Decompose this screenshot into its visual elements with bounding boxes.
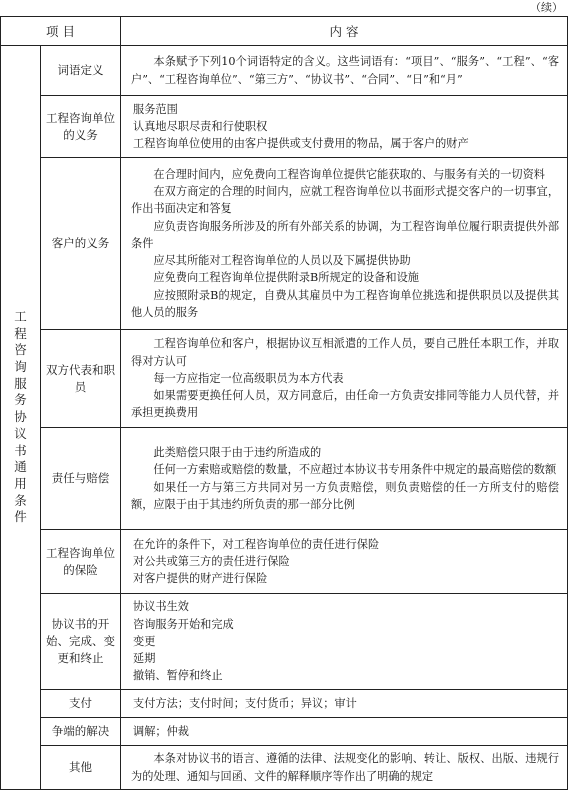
content-line: 在合理时间内，应免费向工程咨询单位提供它能获取的、与服务有关的一切资料 [153,168,545,182]
header-item-text: 项 目 [46,24,75,39]
content-line: 咨询服务开始和完成 [133,617,234,631]
table-row [1,530,568,594]
content-line: 调解；仲裁 [133,724,189,738]
table-row [1,718,568,746]
header-content [121,17,568,46]
row-content [121,428,568,530]
content-line: 此类赔偿只限于由于违约所造成的 [153,446,322,460]
table-row [1,330,568,428]
row-content [121,594,568,690]
table-row [1,746,568,790]
table-row [1,594,568,690]
row-item: 争端的解决 [41,718,121,746]
content-line: 每一方应指定一位高级职员为本方代表 [153,371,344,385]
row-content [121,530,568,594]
header-item [1,17,121,46]
table-row [1,46,568,96]
row-item: 双方代表和职员 [41,330,121,428]
group-label: 工程咨询服务协议书通用条件 [14,308,27,525]
content-line: 对客户提供的财产进行保险 [133,572,268,586]
row-item: 其他 [41,746,121,790]
row-content [121,96,568,158]
row-content [121,718,568,746]
row-content [121,46,568,96]
row-item: 客户的义务 [41,158,121,330]
contract-conditions-table [0,16,568,790]
content-line: 协议书生效 [133,600,189,614]
row-content [121,330,568,428]
table-row [1,690,568,718]
row-item: 协议书的开始、完成、变更和终止 [41,594,121,690]
content-line: 任何一方索赔或赔偿的数量，不应超过本协议书专用条件中规定的最高赔偿的数额 [153,463,557,477]
table-header-row [1,17,568,46]
content-line: 应尽其所能对工程咨询单位的人员以及下属提供协助 [153,254,411,268]
content-line: 撤销、暂停和终止 [133,669,223,683]
content-line: 支付方法；支付时间；支付货币；异议；审计 [133,696,357,710]
content-line: 如果需要更换任何人员，双方同意后，由任命一方负责安排同等能力人员代替，并承担更换费用 [131,389,560,420]
content-line: 服务范围 [133,102,178,116]
content-line: 工程咨询单位和客户，根据协议互相派遣的工作人员，要自己胜任本职工作，并取得对方认可 [131,337,560,368]
content-line: 本条赋予下列10个词语特定的含义。这些词语有：“项目”、“服务”、“工程”、“客户”、“工程咨询单位”、“第三方”、“协议书”、“合同”、“日”和“月” [131,55,560,86]
content-line: 工程咨询单位使用的由客户提供或支付费用的物品，属于客户的财产 [133,137,469,151]
table-row [1,96,568,158]
content-line: 对公共或第三方的责任进行保险 [133,554,290,568]
row-content [121,158,568,330]
content-line: 延期 [133,652,156,666]
content-line: 如果任一方与第三方共同对另一方负责赔偿，则负责赔偿的任一方所支付的赔偿额，应限于由于其违约所负责的那一部分比例 [131,480,560,511]
row-item: 责任与赔偿 [41,428,121,530]
header-content-text: 内 容 [329,24,359,39]
continued-label: （续） [530,1,563,14]
group-label-cell [1,46,41,790]
content-line: 应负责咨询服务所涉及的所有外部关系的协调，为工程咨询单位履行职责提供外部条件 [131,219,560,250]
content-line: 在允许的条件下，对工程咨询单位的责任进行保险 [133,537,380,551]
row-content [121,746,568,790]
table-row [1,428,568,530]
row-item: 支付 [41,690,121,718]
row-content [121,690,568,718]
content-line: 应按照附录B的规定，自费从其雇员中为工程咨询单位挑选和提供职员以及提供其他人员的服务 [131,288,560,319]
content-line: 本条对协议书的语言、遵循的法律、法规变化的影响、转让、版权、出版、违规行为的处理、通知与回函、文件的解释顺序等作出了明确的规定 [131,752,560,783]
table-row [1,158,568,330]
row-item: 工程咨询单位的义务 [41,96,121,158]
content-line: 变更 [133,634,156,648]
row-item: 词语定义 [41,46,121,96]
content-line: 应免费向工程咨询单位提供附录B所规定的设备和设施 [153,271,419,285]
content-line: 认真地尽职尽责和行使职权 [133,119,268,133]
row-item: 工程咨询单位的保险 [41,530,121,594]
content-line: 在双方商定的合理的时间内，应就工程咨询单位以书面形式提交客户的一切事宜，作出书面决定和答复 [131,185,560,216]
